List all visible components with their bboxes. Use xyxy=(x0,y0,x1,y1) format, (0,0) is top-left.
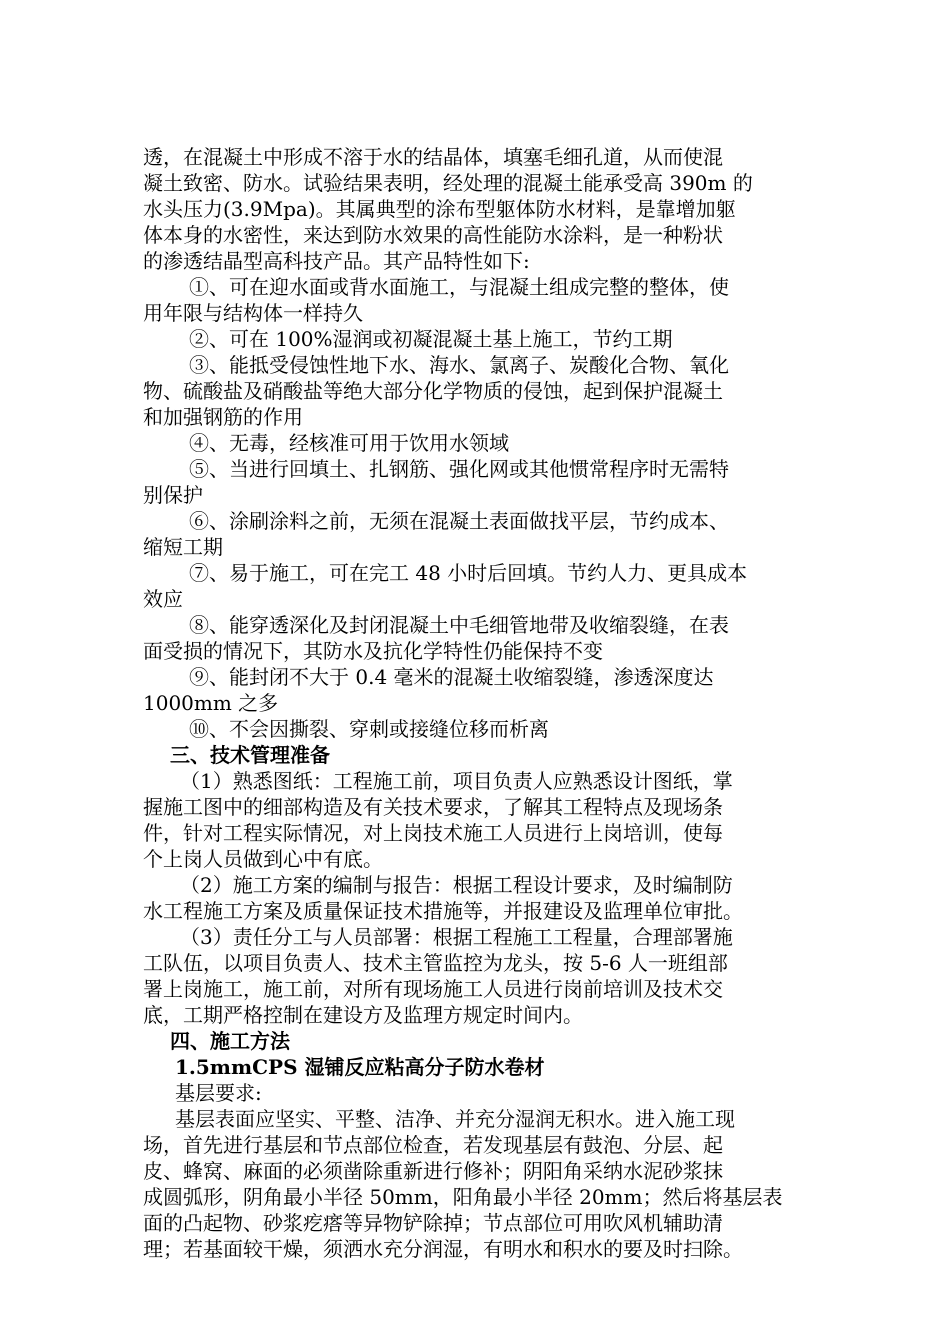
paragraph-start: 基层表面应坚实、平整、洁净、并充分湿润无积水。进入施工现 xyxy=(175,1107,735,1131)
text-line: 凝土致密、防水。试验结果表明，经处理的混凝土能承受高 390m 的 xyxy=(143,171,753,195)
text-line: 用年限与结构体一样持久 xyxy=(143,301,363,325)
list-item: ⑨、能封闭不大于 0.4 毫米的混凝土收缩裂缝，渗透深度达 xyxy=(189,665,714,689)
text-line: 效应 xyxy=(143,587,183,611)
list-item: ②、可在 100%湿润或初凝混凝土基上施工，节约工期 xyxy=(189,327,673,351)
text-line: 水头压力(3.9Mpa)。其属典型的涂布型躯体防水材料，是靠增加躯 xyxy=(143,197,736,221)
list-item: ⑩、不会因撕裂、穿刺或接缝位移而析离 xyxy=(189,717,549,741)
paragraph-start: （3）责任分工与人员部署：根据工程施工工程量，合理部署施 xyxy=(180,925,733,949)
text-line: 水工程施工方案及质量保证技术措施等，并报建设及监理单位审批。 xyxy=(143,899,743,923)
list-item: ③、能抵受侵蚀性地下水、海水、氯离子、炭酸化合物、氧化 xyxy=(189,353,729,377)
section-heading: 三、技术管理准备 xyxy=(170,743,330,767)
text-line: 和加强钢筋的作用 xyxy=(143,405,303,429)
text-line: 个上岗人员做到心中有底。 xyxy=(143,847,383,871)
list-item: ⑤、当进行回填土、扎钢筋、强化网或其他惯常程序时无需特 xyxy=(189,457,729,481)
text-line: 物、硫酸盐及硝酸盐等绝大部分化学物质的侵蚀，起到保护混凝土 xyxy=(143,379,723,403)
text-line: 成圆弧形，阴角最小半径 50mm，阳角最小半径 20mm；然后将基层表 xyxy=(143,1185,783,1209)
text-line: 场，首先进行基层和节点部位检查，若发现基层有鼓泡、分层、起 xyxy=(143,1133,723,1157)
list-item: ⑧、能穿透深化及封闭混凝土中毛细管地带及收缩裂缝，在表 xyxy=(189,613,729,637)
text-line: 件，针对工程实际情况，对上岗技术施工人员进行上岗培训，使每 xyxy=(143,821,723,845)
text-line: 面受损的情况下，其防水及抗化学特性仍能保持不变 xyxy=(143,639,603,663)
list-item: ⑦、易于施工，可在完工 48 小时后回填。节约人力、更具成本 xyxy=(189,561,748,585)
text-line: 皮、蜂窝、麻面的必须凿除重新进行修补；阴阳角采纳水泥砂浆抹 xyxy=(143,1159,723,1183)
text-line: 握施工图中的细部构造及有关技术要求，了解其工程特点及现场条 xyxy=(143,795,723,819)
text-line: 缩短工期 xyxy=(143,535,223,559)
text-line: 的渗透结晶型高科技产品。其产品特性如下: xyxy=(143,249,530,273)
text-line: 面的凸起物、砂浆疙瘩等异物铲除掉；节点部位可用吹风机辅助清 xyxy=(143,1211,723,1235)
list-item: ④、无毒，经核准可用于饮用水领域 xyxy=(189,431,509,455)
subsection-heading: 1.5mmCPS 湿铺反应粘高分子防水卷材 xyxy=(175,1055,545,1079)
text-line: 底，工期严格控制在建设方及监理方规定时间内。 xyxy=(143,1003,583,1027)
list-item: ①、可在迎水面或背水面施工，与混凝土组成完整的整体，使 xyxy=(189,275,729,299)
text-line: 别保护 xyxy=(143,483,203,507)
text-line: 体本身的水密性，来达到防水效果的高性能防水涂料，是一种粉状 xyxy=(143,223,723,247)
section-heading: 四、施工方法 xyxy=(170,1029,290,1053)
text-line: 理；若基面较干燥，须洒水充分润湿，有明水和积水的要及时扫除。 xyxy=(143,1237,743,1261)
text-line: 1000mm 之多 xyxy=(143,691,279,715)
text-line: 工队伍，以项目负责人、技术主管监控为龙头，按 5-6 人一班组部 xyxy=(143,951,728,975)
paragraph-start: （1）熟悉图纸：工程施工前，项目负责人应熟悉设计图纸，掌 xyxy=(180,769,733,793)
text-line: 署上岗施工，施工前，对所有现场施工人员进行岗前培训及技术交 xyxy=(143,977,723,1001)
text-line: 透，在混凝土中形成不溶于水的结晶体，填塞毛细孔道，从而使混 xyxy=(143,145,723,169)
list-item: ⑥、涂刷涂料之前，无须在混凝土表面做找平层，节约成本、 xyxy=(189,509,729,533)
subheading-label: 基层要求: xyxy=(175,1081,262,1105)
paragraph-start: （2）施工方案的编制与报告：根据工程设计要求，及时编制防 xyxy=(180,873,733,897)
